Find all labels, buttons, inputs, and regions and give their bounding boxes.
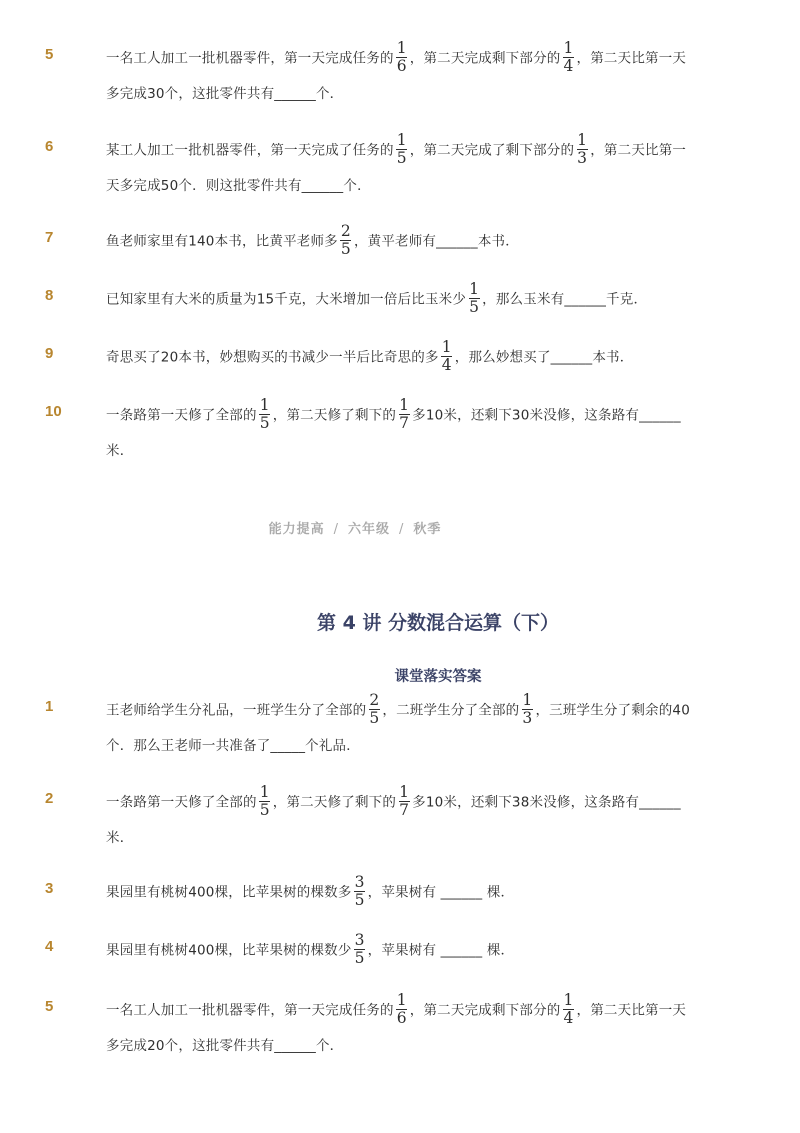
fraction: $\frac{1}{4}$: [563, 39, 574, 75]
question-number: 4: [45, 938, 54, 955]
question-number: 5: [45, 998, 54, 1015]
question-number: 1: [45, 698, 54, 715]
question-text: 鱼老师家里有140本书，比黄平老师多 $\frac{2}{5}$ ，黄平老师有______本书．: [106, 222, 519, 258]
fraction: $\frac{1}{5}$: [259, 783, 270, 819]
question-text: 某工人加工一批机器零件，第一天完成了任务的 $\frac{1}{5}$ ，第二天完成了剩下部分的 $\frac{1}{3}$ ，第二天比第一 天多完成50个．则这批零件共有______个．: [106, 131, 687, 194]
fraction: $\frac{2}{5}$: [369, 691, 380, 727]
question-text: 一名工人加工一批机器零件，第一天完成任务的 $\frac{1}{6}$ ，第二天完成剩下部分的 $\frac{1}{4}$ ，第二天比第一天 多完成30个，这批零件共有______个．: [106, 39, 687, 102]
fraction: $\frac{1}{7}$: [399, 783, 410, 819]
fraction: $\frac{1}{5}$: [259, 396, 270, 432]
fraction: $\frac{3}{5}$: [354, 931, 365, 967]
question-text: 一条路第一天修了全部的 $\frac{1}{5}$ ，第二天修了剩下的 $\frac{1}{7}$ 多10米，还剩下38米没修，这条路有______ 米．: [106, 783, 681, 846]
question-text: 一条路第一天修了全部的 $\frac{1}{5}$ ，第二天修了剩下的 $\frac{1}{7}$ 多10米，还剩下30米没修，这条路有______ 米．: [106, 396, 681, 459]
fraction: $\frac{1}{4}$: [441, 338, 452, 374]
question-text: 果园里有桃树400棵，比苹果树的棵数多 $\frac{3}{5}$ ，苹果树有 ______ 棵．: [106, 873, 515, 909]
fraction: $\frac{1}{7}$: [399, 396, 410, 432]
fraction: $\frac{1}{3}$: [522, 691, 533, 727]
section-subtitle: 课堂落实答案: [394, 669, 482, 685]
fraction: $\frac{1}{4}$: [563, 991, 574, 1027]
page-footer: 能力提高 / 六年级 / 秋季: [268, 522, 442, 537]
fraction: $\frac{1}{6}$: [396, 991, 407, 1027]
question-number: 3: [45, 880, 54, 897]
fraction: $\frac{3}{5}$: [354, 873, 365, 909]
fraction: $\frac{1}{5}$: [396, 131, 407, 167]
question-number: 8: [45, 287, 54, 304]
question-text: 一名工人加工一批机器零件，第一天完成任务的 $\frac{1}{6}$ ，第二天完成剩下部分的 $\frac{1}{4}$ ，第二天比第一天 多完成20个，这批零件共有______个．: [106, 991, 687, 1054]
question-text: 王老师给学生分礼品，一班学生分了全部的 $\frac{2}{5}$ ，二班学生分了全部的 $\frac{1}{3}$ ，三班学生分了剩余的40 个．那么王老师一共准备了_____个礼品．: [106, 691, 691, 754]
question-number: 9: [45, 345, 54, 362]
fraction: $\frac{1}{6}$: [396, 39, 407, 75]
question-text: 已知家里有大米的质量为15千克，大米增加一倍后比玉米少 $\frac{1}{5}$ ，那么玉米有______千克．: [106, 280, 648, 316]
question-text: 奇思买了20本书，妙想购买的书减少一半后比奇思的多 $\frac{1}{4}$ ，那么妙想买了______本书．: [106, 338, 634, 374]
question-number: 6: [45, 138, 54, 155]
lecture-title: 第 4 讲 分数混合运算（下）: [316, 612, 560, 634]
fraction: $\frac{1}{5}$: [469, 280, 480, 316]
question-number: 5: [45, 46, 54, 63]
fraction: $\frac{1}{3}$: [577, 131, 588, 167]
question-number: 7: [45, 229, 54, 246]
fraction: $\frac{2}{5}$: [340, 222, 351, 258]
question-number: 10: [45, 403, 62, 420]
question-number: 2: [45, 790, 54, 807]
question-text: 果园里有桃树400棵，比苹果树的棵数少 $\frac{3}{5}$ ，苹果树有 ______ 棵．: [106, 931, 515, 967]
